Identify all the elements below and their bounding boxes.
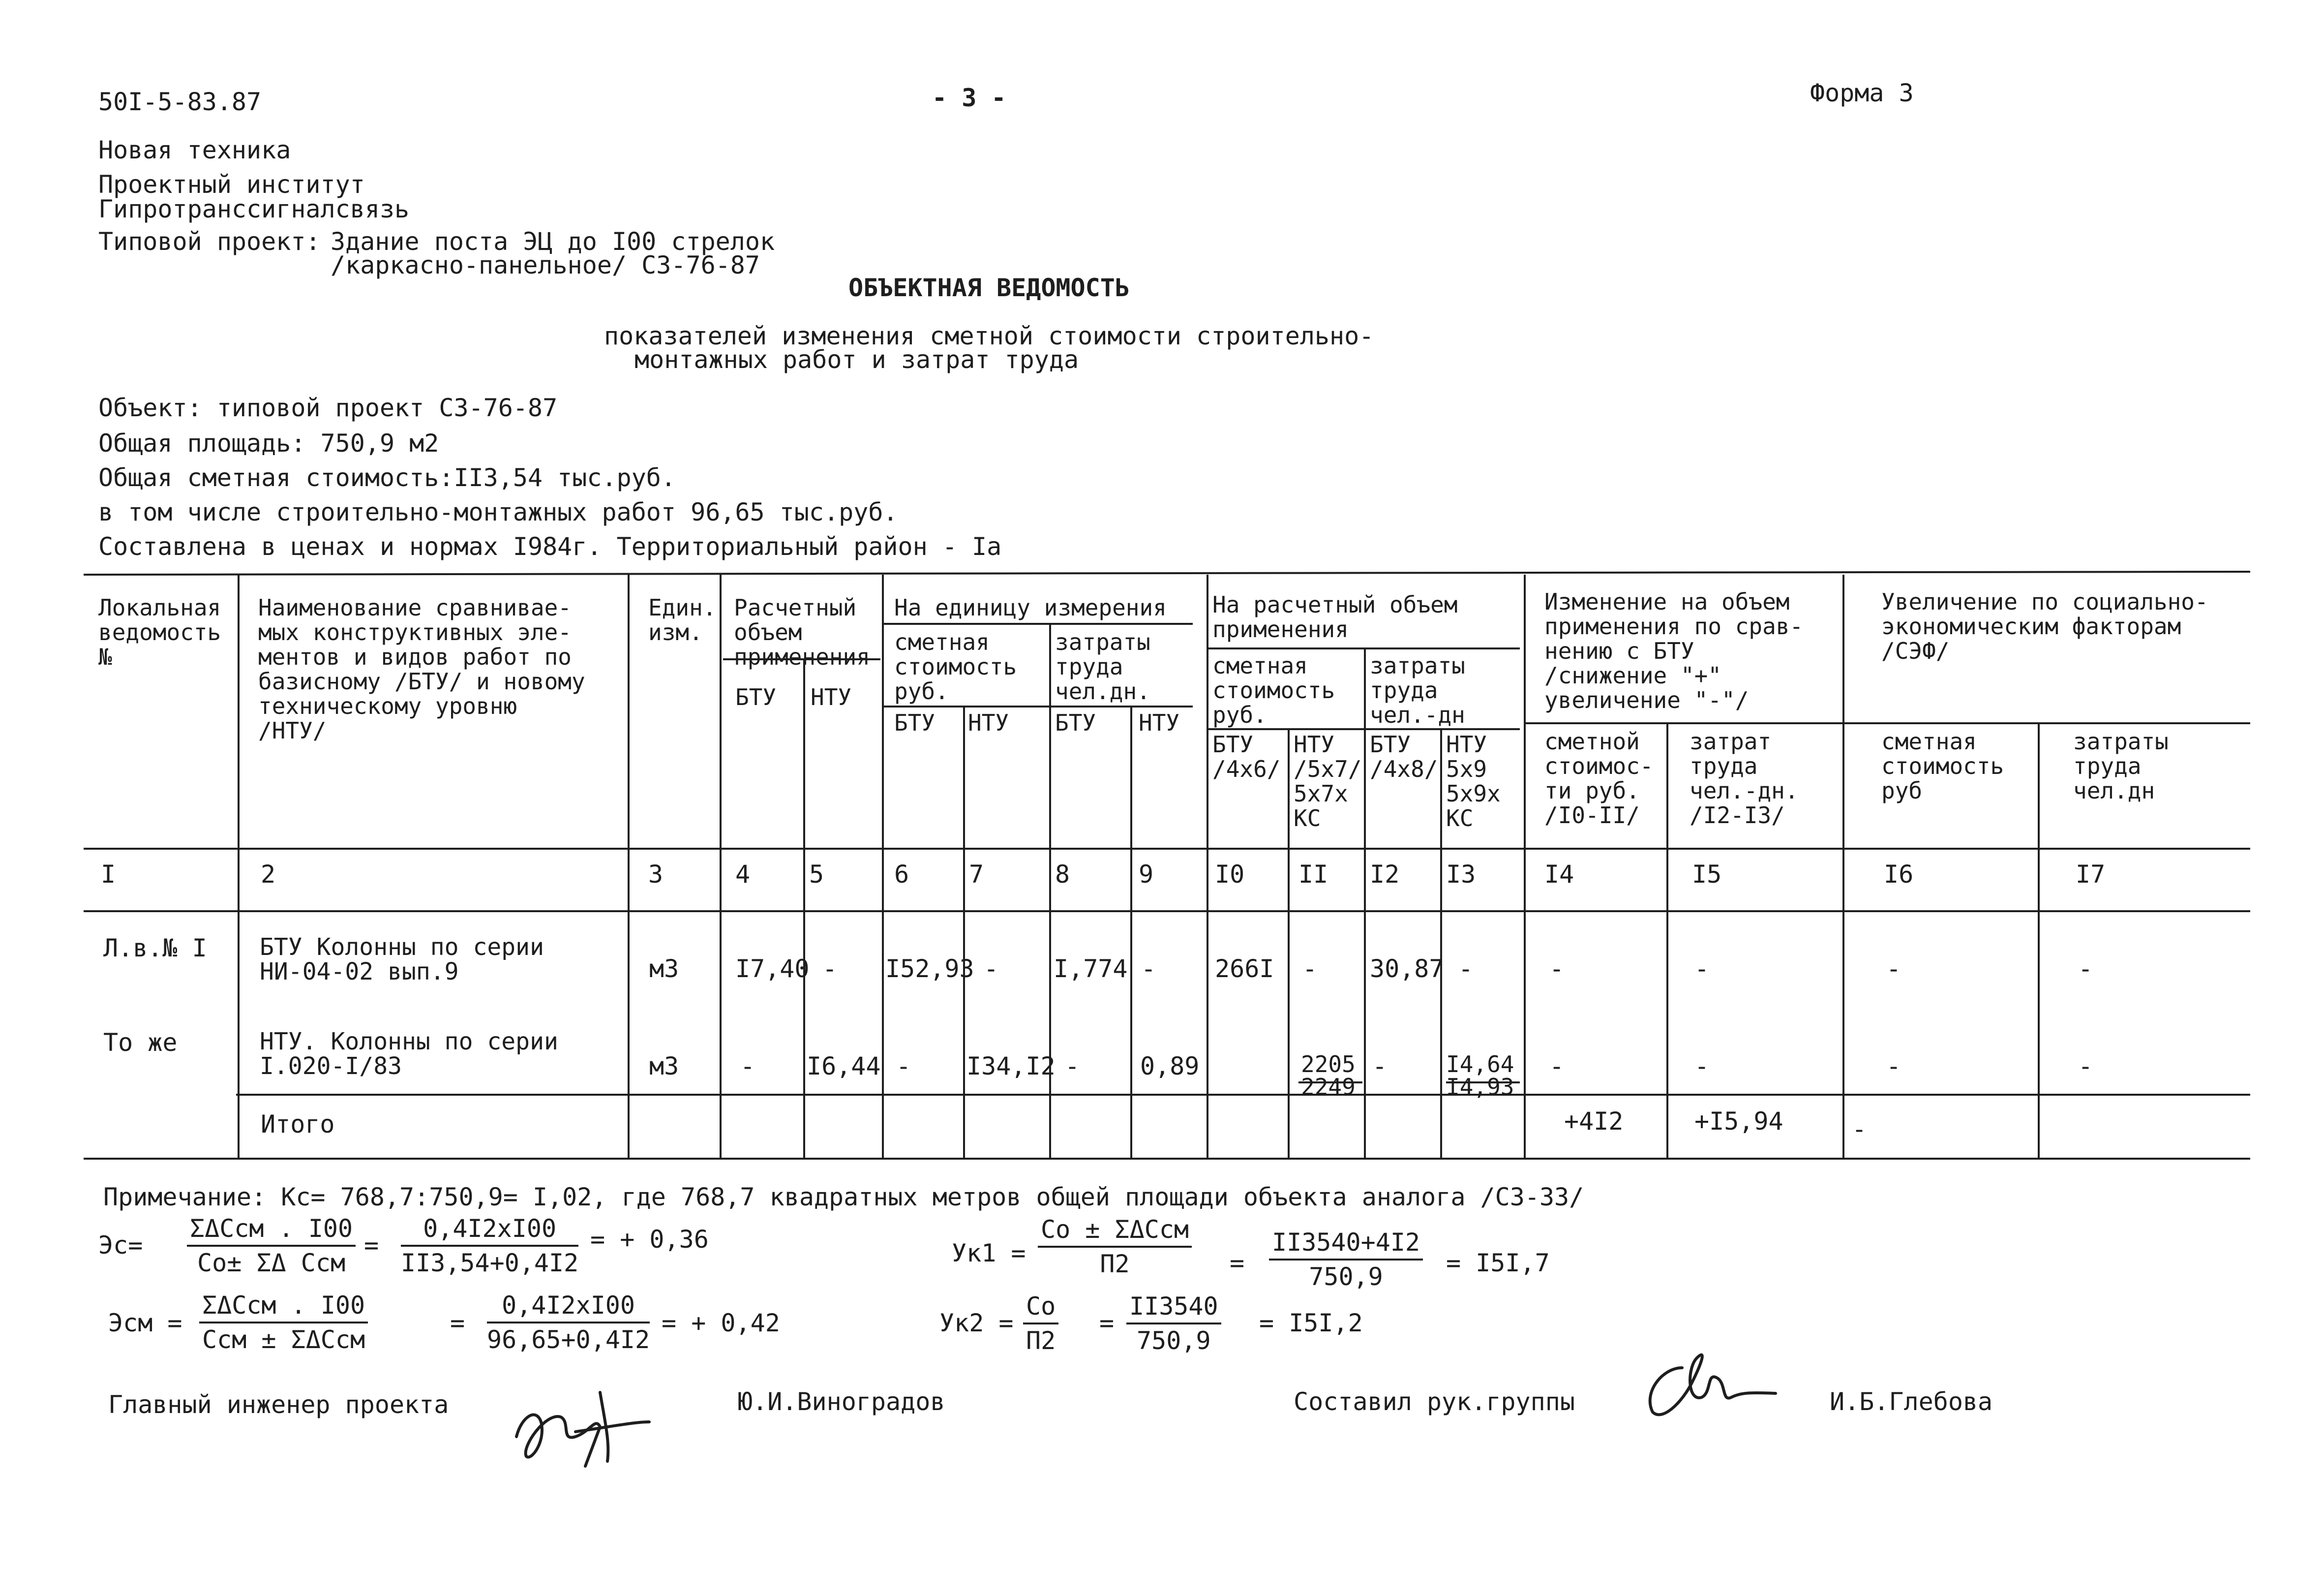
col-number-4: 4 (735, 860, 751, 889)
document-title: ОБЪЕКТНАЯ ВЕДОМОСТЬ (848, 274, 1130, 302)
row2-name: НТУ. Колонны по серии I.020-I/83 (260, 1028, 558, 1080)
col-number-7: 7 (969, 860, 984, 889)
header-change-cost: сметной стоимос- ти руб. /I0-II/ (1544, 728, 1654, 829)
formula-ec-denominator: Со± ΣΔ Ссм (197, 1249, 346, 1277)
construction-cost-line: в том числе строительно-монтажных работ 96,65 тыс.руб. (98, 498, 898, 526)
formula-ec-denominator-2: II3,54+0,4I2 (401, 1249, 579, 1277)
col-number-6: 6 (894, 860, 909, 889)
formula-uk1-result: = I5I,7 (1446, 1249, 1550, 1277)
chief-signature-icon (502, 1363, 664, 1471)
col-number-17: I7 (2076, 860, 2106, 889)
formula-ecm-lhs: Эсм = (108, 1309, 182, 1337)
row1-volume-ntu: - (822, 954, 838, 983)
header-btu-12: БТУ /4х8/ (1370, 731, 1438, 782)
col-number-3: 3 (648, 860, 664, 889)
row1-change-cost: - (1549, 954, 1565, 983)
header-unit-labor: затраты труда чел.дн. (1055, 629, 1150, 705)
row1-unit-labor-ntu: - (1141, 954, 1156, 983)
title-sub-1: показателей изменения сметной стоимости строительно- (604, 322, 1374, 350)
total-label: Итого (261, 1110, 335, 1138)
formula-ec-fraction (187, 1214, 356, 1277)
header-ntu-5: НТУ (811, 684, 852, 710)
formula-ec-equals: = (364, 1231, 379, 1260)
col-number-5: 5 (809, 860, 824, 889)
header-social-labor: затраты труда чел.дн (2073, 728, 2169, 804)
col-number-12: I2 (1370, 860, 1400, 889)
row2-unit-cost-btu: - (896, 1052, 911, 1080)
row2-social-labor: - (2078, 1052, 2093, 1080)
row1-volume-btu: I7,40 (735, 954, 810, 983)
note-text: Примечание: Кс= 768,7:750,9= I,02, где 768,7 квадратных метров общей площади объекта аналога /СЗ-33/ (103, 1183, 1584, 1211)
org-line-1: Новая техника (98, 136, 291, 164)
formula-ecm-fraction-2 (487, 1291, 650, 1354)
formula-uk1-numerator-2: II3540+4I2 (1269, 1228, 1423, 1261)
formula-uk2-equals: = (1099, 1309, 1115, 1337)
formula-uk2-fraction (1023, 1292, 1058, 1355)
formula-ecm-equals: = (450, 1309, 465, 1337)
formula-ecm-fraction (199, 1291, 368, 1354)
org-line-2: Проектный институт (98, 170, 365, 199)
row1-volume-cost-btu: 266I (1215, 954, 1274, 983)
formula-uk1-lhs: Ук1 = (952, 1239, 1026, 1267)
header-calc-volume: Расчетный объем применения (734, 594, 870, 670)
formula-ecm-numerator-2: 0,4I2хI00 (487, 1291, 650, 1323)
org-line-3: Гипротранссигналсвязь (98, 195, 410, 223)
row1-volume-labor-btu: 30,87 (1370, 954, 1444, 983)
formula-uk2-lhs: Ук2 = (939, 1309, 1014, 1337)
col-number-11: II (1298, 860, 1328, 889)
row1-change-labor: - (1694, 954, 1710, 983)
formula-uk2-numerator-2: II3540 (1126, 1292, 1221, 1324)
header-unit: Един. изм. (648, 594, 717, 646)
header-btu-4: БТУ (735, 684, 777, 710)
header-on-volume: На расчетный объем применения (1212, 591, 1458, 643)
formula-ecm-result: = + 0,42 (662, 1309, 780, 1337)
row2-social-cost: - (1886, 1052, 1901, 1080)
header-change-labor: затрат труда чел.-дн. /I2-I3/ (1690, 728, 1799, 829)
header-social-cost: сметная стоимость руб (1881, 728, 2004, 804)
row2-change-cost: - (1549, 1052, 1565, 1080)
form-label: Форма 3 (1810, 79, 1914, 107)
row1-volume-labor-ntu: - (1458, 954, 1474, 983)
formula-uk2-denominator: П2 (1026, 1326, 1056, 1355)
row2-change-labor: - (1694, 1052, 1710, 1080)
area-line: Общая площадь: 750,9 м2 (98, 429, 439, 458)
row1-name: БТУ Колонны по серии НИ-04-02 вып.9 (260, 933, 544, 985)
formula-ecm-denominator: Ссм ± ΣΔСсм (202, 1325, 365, 1354)
doc-code: 50I-5-83.87 (98, 88, 262, 116)
row2-unit-labor-ntu: 0,89 (1140, 1052, 1200, 1080)
row2-unit-cost-ntu: I34,I2 (966, 1052, 1056, 1080)
chief-engineer-label: Главный инженер проекта (108, 1390, 449, 1419)
row1-social-cost: - (1886, 954, 1901, 983)
col-number-1: I (101, 860, 116, 889)
row1-unit: м3 (649, 954, 679, 983)
col-number-14: I4 (1544, 860, 1574, 889)
header-unit-cost: сметная стоимость руб. (894, 629, 1017, 705)
page-number: - 3 - (932, 84, 1006, 112)
formula-ec-numerator: ΣΔСсм . I00 (187, 1214, 356, 1247)
col-number-16: I6 (1884, 860, 1914, 889)
row1-volume-cost-ntu: - (1302, 954, 1318, 983)
header-btu-6: БТУ (894, 709, 936, 736)
total-change-labor: +I5,94 (1694, 1107, 1783, 1136)
header-per-unit: На единицу измерения (894, 594, 1167, 621)
row2-volume-btu: - (740, 1052, 755, 1080)
price-basis-line: Составлена в ценах и нормах I984г. Территориальный район - Iа (98, 532, 1002, 561)
header-volume-cost: сметная стоимость руб. (1212, 652, 1335, 728)
formula-uk1-denominator: П2 (1100, 1250, 1130, 1278)
row2-statement: То же (103, 1028, 178, 1057)
row2-volume-cost-ntu: 2205 2249 (1301, 1051, 1356, 1100)
col-number-8: 8 (1055, 860, 1070, 889)
compiled-by-label: Составил рук.группы (1294, 1387, 1575, 1416)
header-ntu-9: НТУ (1139, 709, 1180, 736)
header-ntu-11: НТУ /5х7/ 5х7х КС (1294, 731, 1362, 831)
header-local-statement: Локальная ведомость № (98, 594, 221, 670)
formula-ecm-denominator-2: 96,65+0,4I2 (487, 1325, 650, 1354)
header-element-name: Наименование сравнивае- мых конструктивных эле- ментов и видов работ по базисному /БТУ/ и новому техническому уровню /НТУ/ (258, 594, 585, 744)
row2-volume-labor-btu: - (1372, 1052, 1388, 1080)
project-line-1: Здание поста ЭЦ до I00 стрелок (331, 227, 775, 256)
row2-volume-labor-ntu: I4,64 I4,93 (1446, 1051, 1514, 1100)
col-number-15: I5 (1692, 860, 1722, 889)
row2-volume-ntu: I6,44 (807, 1052, 881, 1080)
col-number-13: I3 (1446, 860, 1476, 889)
project-line-2: /каркасно-панельное/ СЗ-76-87 (331, 251, 760, 279)
header-ntu-7: НТУ (968, 709, 1009, 736)
row2-unit-labor-btu: - (1065, 1052, 1080, 1080)
formula-ec-lhs: Эс= (98, 1231, 143, 1260)
project-label: Типовой проект: (98, 227, 321, 256)
header-btu-8: БТУ (1055, 709, 1096, 736)
formula-uk1-equals: = (1230, 1249, 1245, 1277)
col-number-9: 9 (1139, 860, 1154, 889)
formula-ec-result: = + 0,36 (590, 1225, 709, 1254)
author-name: И.Б.Глебова (1830, 1387, 1993, 1416)
object-line: Объект: типовой проект СЗ-76-87 (98, 394, 558, 422)
col-number-2: 2 (261, 860, 276, 889)
header-social: Увеличение по социально- экономическим факторам /СЭФ/ (1881, 588, 2208, 664)
formula-uk1-numerator: Со ± ΣΔСсм (1038, 1215, 1192, 1248)
total-change-cost: +4I2 (1564, 1107, 1624, 1136)
col-number-10: I0 (1215, 860, 1245, 889)
chief-engineer-name: Ю.И.Виноградов (738, 1387, 945, 1416)
header-ntu-13: НТУ 5х9 5х9х КС (1446, 731, 1501, 831)
formula-uk1-denominator-2: 750,9 (1309, 1262, 1383, 1291)
row1-statement: Л.в.№ I (103, 934, 207, 962)
formula-uk1-fraction-2 (1269, 1228, 1423, 1291)
formula-uk1-fraction (1038, 1215, 1192, 1278)
row2-unit: м3 (649, 1052, 679, 1080)
title-sub-2: монтажных работ и затрат труда (634, 345, 1079, 374)
formula-uk2-result: = I5I,2 (1259, 1309, 1363, 1337)
total-cost-line: Общая сметная стоимость:II3,54 тыс.руб. (98, 463, 676, 492)
formula-ec-numerator-2: 0,4I2хI00 (401, 1214, 578, 1247)
formula-uk2-denominator-2: 750,9 (1137, 1326, 1211, 1355)
formula-ec-fraction-2 (401, 1214, 578, 1277)
row1-unit-labor-btu: I,774 (1054, 954, 1128, 983)
formula-uk2-fraction-2 (1126, 1292, 1221, 1355)
row1-social-labor: - (2078, 954, 2093, 983)
total-social-cost: - (1852, 1115, 1867, 1143)
formula-ecm-numerator: ΣΔСсм . I00 (199, 1291, 368, 1323)
header-volume-labor: затраты труда чел.-дн (1370, 652, 1465, 728)
formula-uk2-numerator: Со (1023, 1292, 1058, 1324)
row1-unit-cost-ntu: - (984, 954, 999, 983)
author-signature-icon (1633, 1338, 1781, 1427)
header-btu-10: БТУ /4х6/ (1212, 731, 1281, 782)
row1-unit-cost-btu: I52,93 (885, 954, 974, 983)
header-change: Изменение на объем применения по срав- нению с БТУ /снижение "+" увеличение "-"/ (1544, 588, 1804, 713)
